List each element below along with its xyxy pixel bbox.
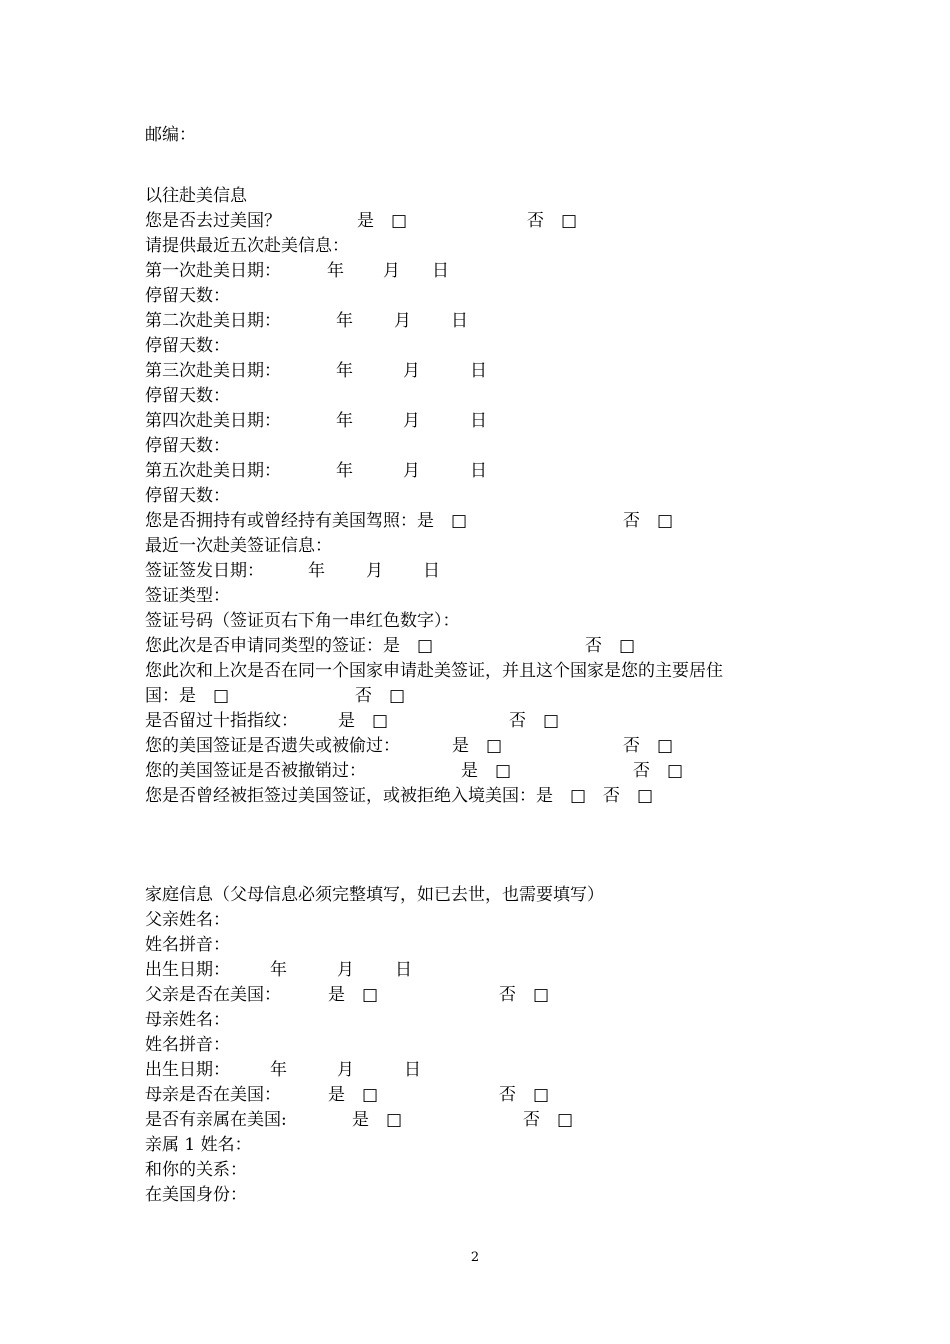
no-checkbox[interactable]: 否 □: [623, 736, 674, 756]
page-number: 2: [470, 1250, 480, 1265]
date-label: 第三次赴美日期：: [145, 361, 281, 381]
pinyin-label: 姓名拼音：: [145, 935, 230, 955]
mother-dob-line: [145, 1059, 421, 1081]
question-label: 您是否去过美国？: [145, 211, 281, 231]
question-label: 母亲是否在美国：: [145, 1085, 281, 1105]
relation-label: 和你的关系：: [145, 1160, 247, 1180]
last-visa-info-line: [145, 535, 332, 557]
question-with-yes-checkbox[interactable]: 您是否拥持有或曾经持有美国驾照：是 □: [145, 511, 468, 531]
year-field[interactable]: 年: [336, 311, 353, 331]
instruction-label: 请提供最近五次赴美信息：: [145, 236, 349, 256]
yes-checkbox[interactable]: 是 □: [328, 985, 379, 1005]
visa-lost-line: [145, 735, 674, 757]
question-label: 是否有亲属在美国:: [145, 1110, 287, 1130]
question-label: 您的美国签证是否被撤销过：: [145, 761, 366, 781]
days-label: 停留天数：: [145, 336, 230, 356]
mother-in-us-line: [145, 1084, 550, 1106]
visit4-days-line: [145, 435, 230, 457]
date-label: 第二次赴美日期：: [145, 311, 281, 331]
yes-checkbox[interactable]: 是 □: [357, 211, 408, 231]
visa-issue-date-line: [145, 560, 440, 582]
father-pinyin-line: [145, 934, 230, 956]
year-field[interactable]: 年: [336, 361, 353, 381]
year-field[interactable]: 年: [336, 461, 353, 481]
father-name-line: [145, 909, 230, 931]
father-name-label: 父亲姓名：: [145, 910, 230, 930]
days-label: 停留天数：: [145, 386, 230, 406]
same-country-line-2: [145, 685, 406, 707]
month-field[interactable]: 月: [337, 960, 354, 980]
father-in-us-line: [145, 984, 550, 1006]
days-label: 停留天数：: [145, 436, 230, 456]
date-label: 第四次赴美日期：: [145, 411, 281, 431]
day-field[interactable]: 日: [395, 960, 412, 980]
yes-checkbox[interactable]: 是 □: [461, 761, 512, 781]
year-field[interactable]: 年: [270, 1060, 287, 1080]
visa-number-line: [145, 610, 460, 632]
month-field[interactable]: 月: [383, 261, 400, 281]
day-field[interactable]: 日: [451, 311, 468, 331]
relative1-name-line: [145, 1134, 252, 1156]
year-field[interactable]: 年: [270, 960, 287, 980]
same-type-line: [145, 635, 636, 657]
yes-checkbox[interactable]: 是 □: [352, 1110, 403, 1130]
section-label: 最近一次赴美签证信息：: [145, 536, 332, 556]
day-field[interactable]: 日: [470, 461, 487, 481]
yes-checkbox[interactable]: 是 □: [338, 711, 389, 731]
visit3-date-line: [145, 360, 487, 382]
mother-name-label: 母亲姓名：: [145, 1010, 230, 1030]
year-field[interactable]: 年: [308, 561, 325, 581]
month-field[interactable]: 月: [403, 361, 420, 381]
date-label: 第一次赴美日期：: [145, 261, 281, 281]
month-field[interactable]: 月: [366, 561, 383, 581]
visit3-days-line: [145, 385, 230, 407]
visa-number-label: 签证号码（签证页右下角一串红色数字）：: [145, 611, 460, 631]
relatives-in-us-line: [145, 1109, 574, 1131]
date-label: 第五次赴美日期：: [145, 461, 281, 481]
pinyin-label: 姓名拼音：: [145, 1035, 230, 1055]
day-field[interactable]: 日: [423, 561, 440, 581]
question-label: 父亲是否在美国：: [145, 985, 281, 1005]
yes-checkbox[interactable]: 是 □: [452, 736, 503, 756]
relative1-status-line: [145, 1184, 247, 1206]
father-dob-line: [145, 959, 412, 981]
dob-label: 出生日期：: [145, 1060, 230, 1080]
date-label: 签证签发日期：: [145, 561, 264, 581]
no-checkbox[interactable]: 否 □: [509, 711, 560, 731]
us-license-line: [145, 510, 674, 532]
no-checkbox[interactable]: 否 □: [499, 1085, 550, 1105]
no-checkbox[interactable]: 否 □: [623, 511, 674, 531]
postcode-line: [145, 124, 196, 146]
no-checkbox[interactable]: 否 □: [523, 1110, 574, 1130]
postcode-label: 邮编：: [145, 125, 196, 145]
dob-label: 出生日期：: [145, 960, 230, 980]
question-with-checkboxes[interactable]: 您是否曾经被拒签过美国签证，或被拒绝入境美国：是 □ 否 □: [145, 786, 654, 806]
no-checkbox[interactable]: 否 □: [355, 686, 406, 706]
mother-pinyin-line: [145, 1034, 230, 1056]
day-field[interactable]: 日: [470, 361, 487, 381]
month-field[interactable]: 月: [403, 411, 420, 431]
yes-checkbox[interactable]: 是 □: [328, 1085, 379, 1105]
no-checkbox[interactable]: 否 □: [499, 985, 550, 1005]
visa-type-label: 签证类型：: [145, 586, 230, 606]
section-heading-family: [145, 884, 604, 906]
no-checkbox[interactable]: 否 □: [585, 636, 636, 656]
month-field[interactable]: 月: [337, 1060, 354, 1080]
visit1-days-line: [145, 285, 230, 307]
day-field[interactable]: 日: [470, 411, 487, 431]
visit2-date-line: [145, 310, 468, 332]
day-field[interactable]: 日: [432, 261, 449, 281]
fingerprints-line: [145, 710, 560, 732]
days-label: 停留天数：: [145, 286, 230, 306]
mother-name-line: [145, 1009, 230, 1031]
days-label: 停留天数：: [145, 486, 230, 506]
visa-refused-line: [145, 785, 653, 807]
visit4-date-line: [145, 410, 487, 432]
no-checkbox[interactable]: 否 □: [527, 211, 578, 231]
day-field[interactable]: 日: [404, 1060, 421, 1080]
section-heading-previous-visits: [145, 185, 247, 207]
visit5-date-line: [145, 460, 487, 482]
recent-five-visits-line: [145, 235, 349, 257]
status-label: 在美国身份：: [145, 1185, 247, 1205]
visa-type-line: [145, 585, 230, 607]
question-with-yes-checkbox[interactable]: 您此次是否申请同类型的签证：是 □: [145, 636, 434, 656]
no-checkbox[interactable]: 否 □: [633, 761, 684, 781]
question-label: 您的美国签证是否遗失或被偷过：: [145, 736, 400, 756]
been-to-us-line: [145, 210, 578, 232]
question-label: 是否留过十指指纹：: [145, 711, 298, 731]
relative-name-label: 亲属 1 姓名：: [145, 1135, 252, 1155]
same-country-line-1: [145, 660, 723, 682]
heading-text: 家庭信息（父母信息必须完整填写，如已去世，也需要填写）: [145, 885, 604, 905]
month-field[interactable]: 月: [394, 311, 411, 331]
visit1-date-line: [145, 260, 449, 282]
question-with-yes-checkbox[interactable]: 国：是 □: [145, 686, 230, 706]
month-field[interactable]: 月: [403, 461, 420, 481]
question-label: 您此次和上次是否在同一个国家申请赴美签证，并且这个国家是您的主要居住: [145, 661, 723, 681]
heading-text: 以往赴美信息: [145, 186, 247, 206]
visit5-days-line: [145, 485, 230, 507]
visa-revoked-line: [145, 760, 684, 782]
relative1-relation-line: [145, 1159, 247, 1181]
visit2-days-line: [145, 335, 230, 357]
year-field[interactable]: 年: [327, 261, 344, 281]
year-field[interactable]: 年: [336, 411, 353, 431]
